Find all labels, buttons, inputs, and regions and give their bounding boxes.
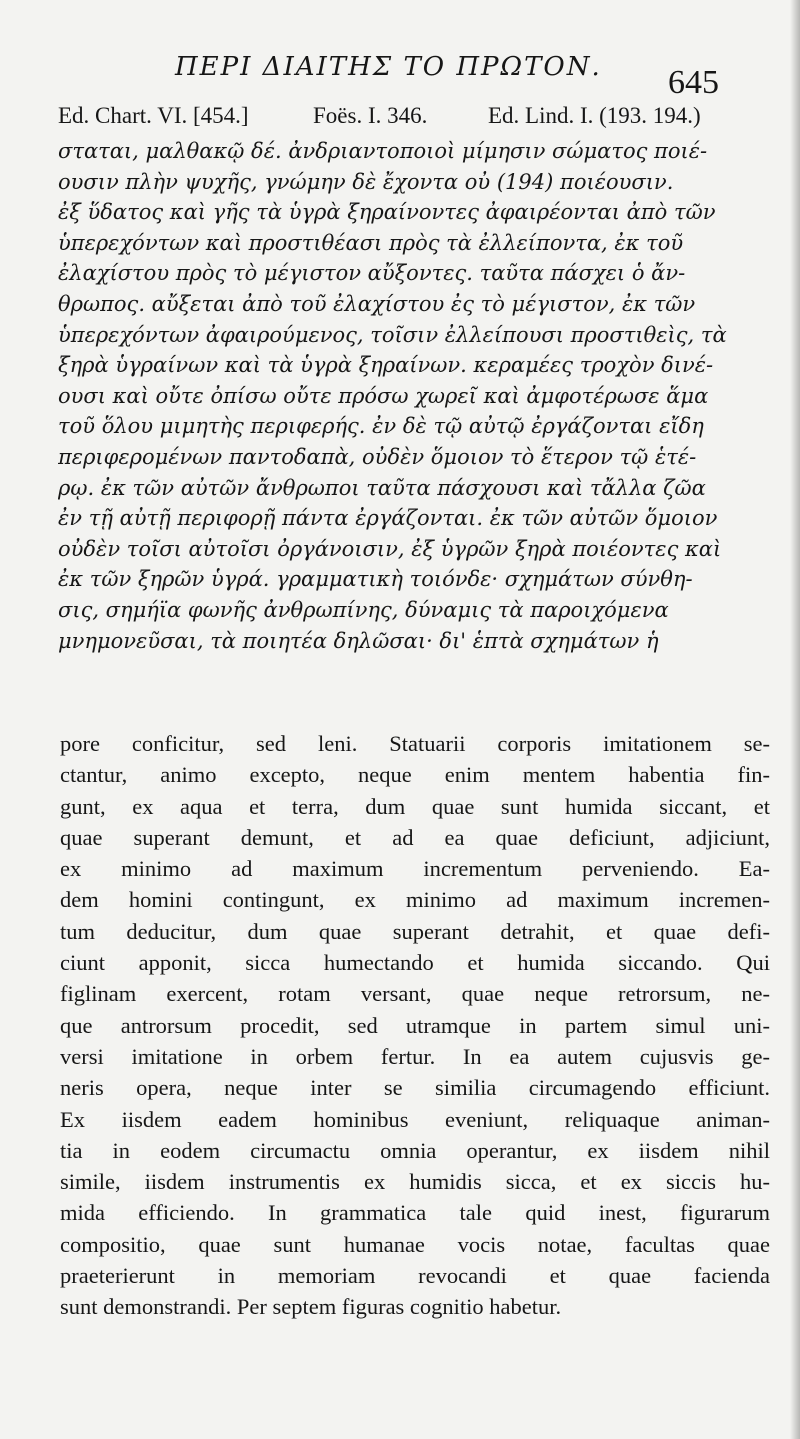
latin-text-line: ex minimo ad maximum incrementum perveniendo. Ea- (60, 856, 770, 882)
latin-text-line: praeterierunt in memoriam revocandi et quae facienda (60, 1263, 770, 1289)
greek-text-line: σις, σημήϊα φωνῆς ἀνθρωπίνης, δύναμις τὰ παροιχόμενα (58, 597, 669, 622)
greek-text-line: περιφερομένων παντοδαπὰ, οὐδὲν ὅμοιον τὸ ἕτερον τῷ ἑτέ- (58, 444, 697, 469)
latin-text-line: pore conficitur, sed leni. Statuarii corporis imitationem se- (60, 731, 770, 756)
latin-text-line: Ex iisdem eadem hominibus eveniunt, reliquaque animan- (60, 1106, 770, 1132)
latin-translation-block (60, 728, 770, 1323)
greek-text-line: τοῦ ὅλου μιμητὴς περιφερής. ἐν δὲ τῷ αὐτῷ ἐργάζονται εἴδη (58, 414, 704, 439)
latin-text-line: quae superant demunt, et ad ea quae deficiunt, adjiciunt, (60, 824, 770, 850)
latin-text-line: sunt demonstrandi. Per septem figuras cognitio habetur. (60, 1294, 562, 1320)
greek-text-line: ἐλαχίστου πρὸς τὸ μέγιστον αὔξοντες. ταῦτα πάσχει ὁ ἄν- (58, 261, 686, 286)
latin-text-line: ctantur, animo excepto, neque enim mentem habentia fin- (60, 762, 770, 788)
latin-text-line: figlinam exercent, rotam versant, quae neque retrorsum, ne- (60, 981, 770, 1007)
greek-text-line: ξηρὰ ὑγραίνων καὶ τὰ ὑγρὰ ξηραίνων. κεραμέες τροχὸν δινέ- (58, 353, 714, 378)
latin-text-line: gunt, ex aqua et terra, dum quae sunt humida siccant, et (60, 793, 770, 819)
greek-text-line: θρωπος. αὔξεται ἀπὸ τοῦ ἐλαχίστου ἐς τὸ μέγιστον, ἐκ τῶν (58, 291, 696, 316)
latin-text-line: tum deducitur, dum quae superant detrahit, et quae defi- (60, 918, 770, 944)
latin-text-line: que antrorsum procedit, sed utramque in partem simul uni- (60, 1012, 770, 1038)
page-number: 645 (668, 64, 719, 101)
latin-text-line: neris opera, neque inter se similia circumagendo efficiunt. (60, 1075, 770, 1101)
greek-text-line: ουσιν πλὴν ψυχῆς, γνώμην δὲ ἔχοντα οὐ (194) ποιέουσιν. (58, 169, 674, 194)
page-edge-shadow (790, 0, 800, 1439)
edition-ref-lind: Ed. Lind. I. (193. 194.) (488, 103, 701, 128)
latin-text-line: tia in eodem circumactu omnia operantur, ex iisdem nihil (60, 1137, 770, 1163)
edition-ref-chart: Ed. Chart. VI. [454.] (58, 103, 249, 128)
latin-text-line: mida efficiendo. In grammatica tale quid inest, figurarum (60, 1200, 770, 1226)
greek-text-line: ρῳ. ἐκ τῶν αὐτῶν ἄνθρωποι ταῦτα πάσχουσι καὶ τἄλλα ζῶα (58, 475, 706, 500)
latin-text-line: compositio, quae sunt humanae vocis notae, facultas quae (60, 1231, 770, 1257)
greek-text-line: οὐδὲν τοῖσι αὐτοῖσι ὀργάνοισιν, ἐξ ὑγρῶν ξηρὰ ποιέοντες καὶ (58, 536, 722, 561)
latin-text-line: simile, iisdem instrumentis ex humidis sicca, et ex siccis hu- (60, 1169, 770, 1195)
greek-text-line: ἐν τῇ αὐτῇ περιφορῇ πάντα ἐργάζονται. ἐκ τῶν αὐτῶν ὅμοιον (58, 506, 718, 531)
running-head: ΠΕΡΙ ΔΙΑΙΤΗΣ ΤΟ ΠΡΩΤΟΝ. (175, 52, 602, 82)
greek-text-line: ἐκ τῶν ξηρῶν ὑγρά. γραμματικὴ τοιόνδε· σχημάτων σύνθη- (58, 567, 693, 592)
greek-text-line: σταται, μαλθακῷ δέ. ἀνδριαντοποιοὶ μίμησιν σώματος ποιέ- (58, 139, 708, 163)
greek-text-line: μνημονεῦσαι, τὰ ποιητέα δηλῶσαι· δι' ἑπτὰ σχημάτων ἡ (58, 628, 659, 653)
greek-text-block (58, 136, 768, 656)
latin-text-line: dem homini contingunt, ex minimo ad maximum incremen- (60, 887, 770, 913)
latin-text-line: ciunt apponit, sicca humectando et humida siccando. Qui (60, 950, 770, 976)
edition-ref-foes: Foës. I. 346. (313, 103, 428, 128)
greek-text-line: ὑπερεχόντων καὶ προστιθέασι πρὸς τὰ ἐλλείποντα, ἐκ τοῦ (58, 230, 684, 255)
greek-text-line: ἐξ ὕδατος καὶ γῆς τὰ ὑγρὰ ξηραίνοντες ἀφαιρέονται ἀπὸ τῶν (58, 200, 716, 225)
greek-text-line: ὑπερεχόντων ἀφαιρούμενος, τοῖσιν ἐλλείπουσι προστιθεὶς, τὰ (58, 322, 727, 347)
latin-text-line: versi imitatione in orbem fertur. In ea autem cujusvis ge- (60, 1043, 770, 1069)
greek-text-line: ουσι καὶ οὔτε ὀπίσω οὔτε πρόσω χωρεῖ καὶ ἀμφοτέρωσε ἅμα (58, 383, 709, 408)
